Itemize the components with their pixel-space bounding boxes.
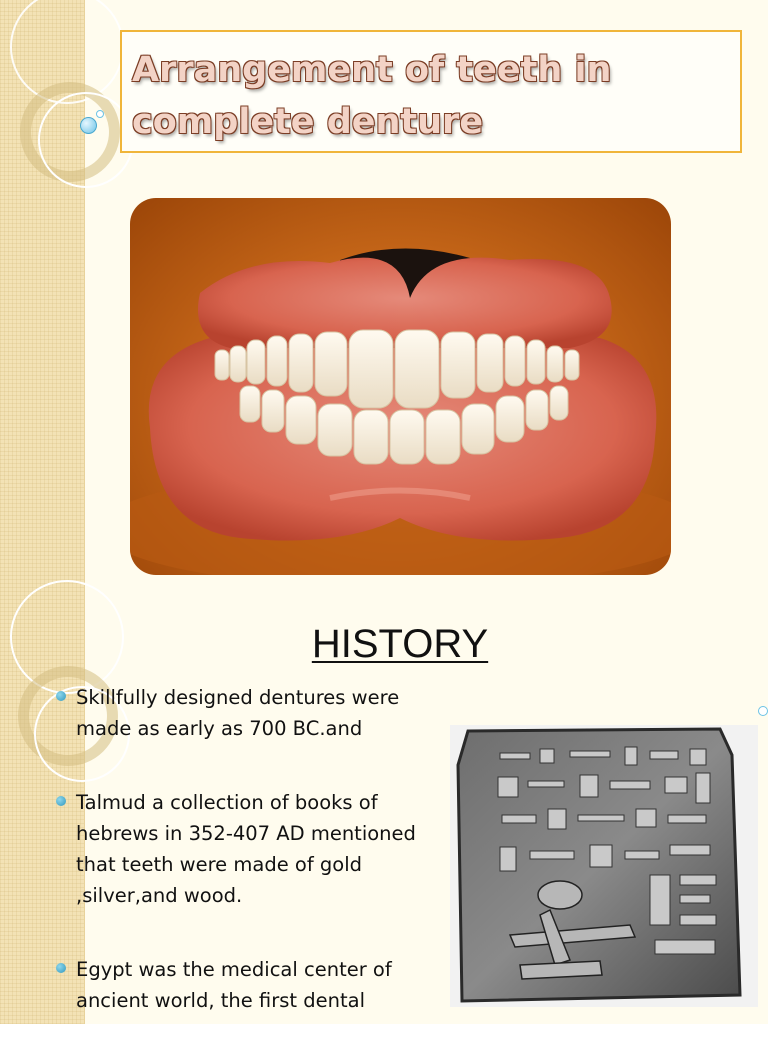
decorative-side-strip — [0, 0, 85, 576]
bullet-item — [56, 787, 431, 911]
decorative-bubble-icon — [758, 706, 768, 716]
bullet-text: Egypt was the medical center of ancient world, the first dental — [76, 958, 392, 1012]
decorative-bubble-icon — [80, 117, 97, 134]
denture-photo — [130, 198, 671, 575]
bullet-dot-icon — [56, 691, 66, 701]
bullet-text: Talmud a collection of books of hebrews in 352-407 AD mentioned that teeth were made of gold ,silver,and wood. — [76, 791, 416, 907]
bullet-dot-icon — [56, 963, 66, 973]
bullet-item — [56, 954, 431, 1016]
title-box — [120, 30, 742, 153]
history-bullet-list — [56, 682, 431, 1059]
bullet-text: Skillfully designed dentures were made as early as 700 BC.and — [76, 686, 400, 740]
decorative-bubble-icon — [96, 110, 104, 118]
egyptian-stela-image — [450, 725, 758, 1007]
stela-illustration — [450, 725, 758, 1007]
slide-title: Arrangement of teeth in complete denture — [132, 50, 612, 142]
history-heading: HISTORY — [311, 622, 489, 666]
bullet-dot-icon — [56, 796, 66, 806]
denture-illustration — [130, 198, 671, 575]
bullet-item — [56, 682, 431, 744]
